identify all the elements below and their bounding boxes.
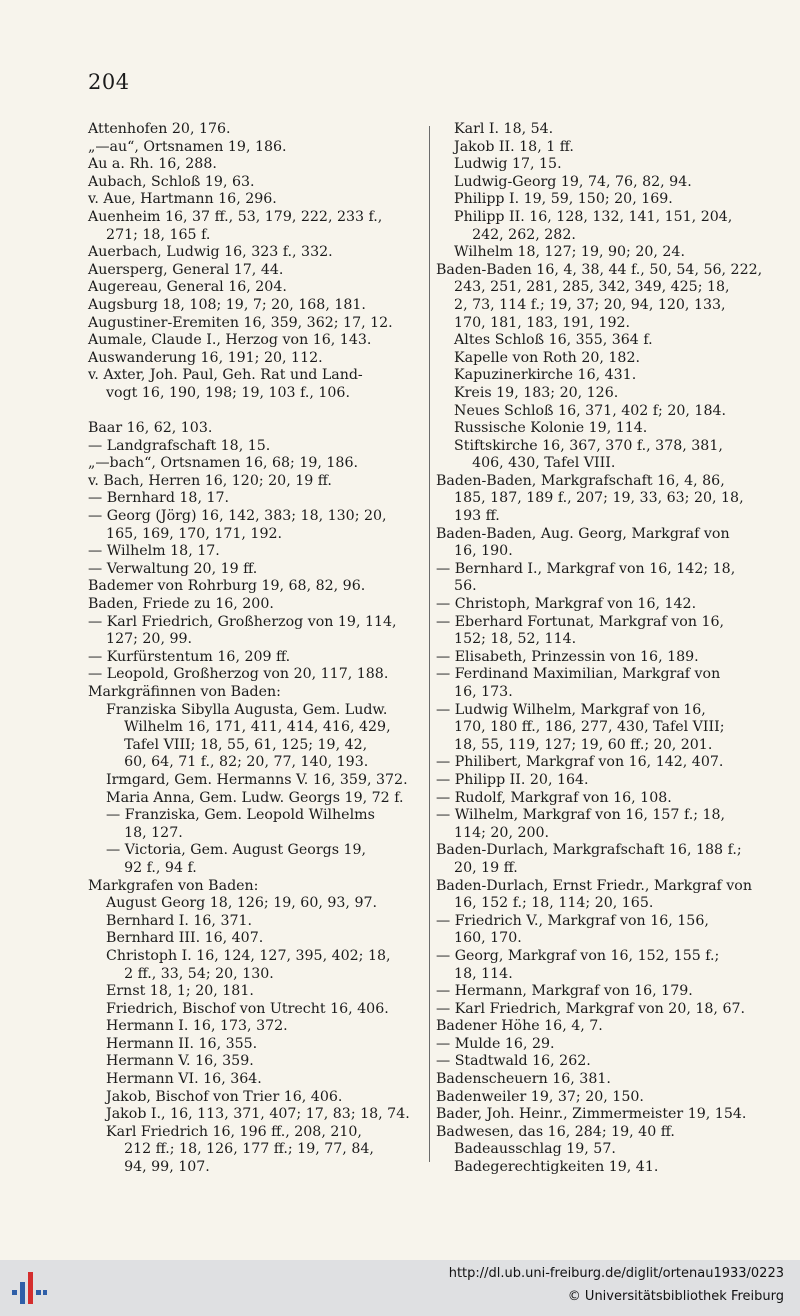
index-entry: Jakob, Bischof von Trier 16, 406. [88, 1088, 343, 1105]
index-entry: — Eberhard Fortunat, Markgraf von 16, [436, 613, 725, 630]
page-number: 204 [88, 70, 130, 94]
index-entry: — Friedrich V., Markgraf von 16, 156, [436, 912, 709, 929]
index-entry: Auenheim 16, 37 ff., 53, 179, 222, 233 f., [88, 208, 383, 225]
index-entry: Au a. Rh. 16, 288. [88, 156, 217, 173]
index-entry: Baden, Friede zu 16, 200. [88, 596, 274, 613]
index-entry: — Landgrafschaft 18, 15. [88, 437, 271, 454]
index-entry: v. Bach, Herren 16, 120; 20, 19 ff. [88, 472, 332, 489]
source-url-link[interactable]: http://dl.ub.uni-freiburg.de/diglit/ortenau1933/0223 [448, 1266, 784, 1281]
index-entry: — Bernhard I., Markgraf von 16, 142; 18, [436, 560, 736, 577]
index-entry: — Bernhard 18, 17. [88, 490, 230, 507]
index-entry: Markgräfinnen von Baden: [88, 684, 281, 700]
index-entry: Baar 16, 62, 103. [88, 420, 213, 437]
index-entry: 94, 99, 107. [88, 1159, 210, 1176]
index-entry: Neues Schloß 16, 371, 402 f; 20, 184. [436, 402, 727, 419]
index-entry: — Verwaltung 20, 19 ff. [88, 560, 258, 577]
index-entry: v. Axter, Joh. Paul, Geh. Rat und Land- [88, 367, 363, 384]
index-entry: — Hermann, Markgraf von 16, 179. [436, 983, 693, 1000]
index-entry: — Kurfürstentum 16, 209 ff. [88, 648, 291, 665]
index-entry: Karl I. 18, 54. [436, 121, 554, 137]
index-entry: Tafel VIII; 18, 55, 61, 125; 19, 42, [88, 736, 368, 753]
index-entry: Karl Friedrich 16, 196 ff., 208, 210, [88, 1123, 362, 1140]
index-entry: 212 ff.; 18, 126, 177 ff.; 19, 77, 84, [88, 1141, 374, 1158]
index-entry: 185, 187, 189 f., 207; 19, 33, 63; 20, 18, [436, 490, 744, 507]
index-entry: Kreis 19, 183; 20, 126. [436, 384, 619, 401]
index-entry: Wilhelm 16, 171, 411, 414, 416, 429, [88, 719, 391, 736]
index-entry: Auerbach, Ludwig 16, 323 f., 332. [88, 244, 333, 261]
index-entry: 242, 262, 282. [436, 226, 576, 243]
index-entry: Ludwig-Georg 19, 74, 76, 82, 94. [436, 173, 692, 190]
index-entry: Baden-Baden, Markgrafschaft 16, 4, 86, [436, 472, 725, 489]
copyright-notice: © Universitätsbibliothek Freiburg [567, 1289, 784, 1304]
index-column-left [88, 121, 426, 1177]
index-entry: vogt 16, 190, 198; 19, 103 f., 106. [88, 384, 350, 401]
index-entry: Badenscheuern 16, 381. [436, 1071, 611, 1088]
index-entry: Badegerechtigkeiten 19, 41. [436, 1159, 659, 1176]
index-entry: Philipp I. 19, 59, 150; 20, 169. [436, 191, 673, 208]
index-entry: — Stadtwald 16, 262. [436, 1053, 591, 1070]
index-entry [88, 403, 426, 421]
index-entry: Bademer von Rohrburg 19, 68, 82, 96. [88, 578, 366, 595]
index-entry: — Elisabeth, Prinzessin von 16, 189. [436, 648, 699, 665]
index-entry: Maria Anna, Gem. Ludw. Georgs 19, 72 f. [88, 789, 404, 806]
index-entry: Bader, Joh. Heinr., Zimmermeister 19, 154. [436, 1106, 747, 1123]
index-entry: — Karl Friedrich, Großherzog von 19, 114, [88, 613, 397, 630]
index-entry: 16, 152 f.; 18, 114; 20, 165. [436, 895, 654, 912]
column-divider [429, 126, 430, 1162]
index-entry: 60, 64, 71 f., 82; 20, 77, 140, 193. [88, 754, 369, 771]
index-entry: Stiftskirche 16, 367, 370 f., 378, 381, [436, 437, 723, 454]
index-entry: 18, 114. [436, 965, 513, 982]
index-entry: 114; 20, 200. [436, 824, 550, 841]
library-logo-icon [12, 1268, 48, 1308]
index-entry: „—bach“, Ortsnamen 16, 68; 19, 186. [88, 455, 358, 472]
index-entry: „—au“, Ortsnamen 19, 186. [88, 138, 287, 155]
index-entry: 160, 170. [436, 930, 522, 947]
index-entry: Baden-Baden 16, 4, 38, 44 f., 50, 54, 56, 222, [436, 261, 763, 278]
index-entry: 170, 181, 183, 191, 192. [436, 314, 631, 331]
index-entry: — Victoria, Gem. August Georgs 19, [88, 842, 367, 859]
index-column-right [436, 121, 796, 1177]
index-entry: v. Aue, Hartmann 16, 296. [88, 191, 277, 208]
index-entry: — Philibert, Markgraf von 16, 142, 407. [436, 754, 724, 771]
index-entry: Franziska Sibylla Augusta, Gem. Ludw. [88, 701, 388, 718]
index-entry: Kapuzinerkirche 16, 431. [436, 367, 637, 384]
index-entry: Friedrich, Bischof von Utrecht 16, 406. [88, 1000, 389, 1017]
index-entry: Auersperg, General 17, 44. [88, 261, 284, 278]
index-entry: 18, 55, 119, 127; 19, 60 ff.; 20, 201. [436, 736, 713, 753]
index-entry: Russische Kolonie 19, 114. [436, 420, 648, 437]
index-entry: Hermann VI. 16, 364. [88, 1071, 262, 1088]
index-entry: 2, 73, 114 f.; 19, 37; 20, 94, 120, 133, [436, 296, 726, 313]
index-entry: Badener Höhe 16, 4, 7. [436, 1018, 603, 1035]
index-entry: Baden-Baden, Aug. Georg, Markgraf von [436, 525, 730, 542]
index-entry: Baden-Durlach, Ernst Friedr., Markgraf von [436, 877, 752, 894]
index-entry: 243, 251, 281, 285, 342, 349, 425; 18, [436, 279, 730, 296]
index-entry: Jakob I., 16, 113, 371, 407; 17, 83; 18, 74. [88, 1106, 410, 1123]
index-entry: 127; 20, 99. [88, 631, 193, 648]
index-entry: 152; 18, 52, 114. [436, 631, 577, 648]
index-entry: — Philipp II. 20, 164. [436, 771, 589, 788]
index-entry: 16, 173. [436, 684, 513, 700]
index-entry: 271; 18, 165 f. [88, 226, 211, 243]
index-entry: 170, 180 ff., 186, 277, 430, Tafel VIII; [436, 719, 725, 736]
index-entry: August Georg 18, 126; 19, 60, 93, 97. [88, 895, 378, 912]
index-entry: — Georg (Jörg) 16, 142, 383; 18, 130; 20, [88, 508, 387, 525]
index-entry: 92 f., 94 f. [88, 859, 197, 876]
index-entry: 193 ff. [436, 508, 500, 525]
index-entry: Bernhard III. 16, 407. [88, 930, 264, 947]
index-entry: Kapelle von Roth 20, 182. [436, 349, 640, 366]
index-entry: Aumale, Claude I., Herzog von 16, 143. [88, 332, 372, 349]
index-entry: — Rudolf, Markgraf von 16, 108. [436, 789, 672, 806]
index-entry: Badeausschlag 19, 57. [436, 1141, 616, 1158]
index-entry: 406, 430, Tafel VIII. [436, 455, 616, 472]
index-entry: Markgrafen von Baden: [88, 877, 259, 894]
index-entry: 16, 190. [436, 543, 513, 560]
index-entry: — Leopold, Großherzog von 20, 117, 188. [88, 666, 389, 683]
index-entry: — Karl Friedrich, Markgraf von 20, 18, 67. [436, 1000, 746, 1017]
index-entry: Baden-Durlach, Markgrafschaft 16, 188 f.; [436, 842, 742, 859]
index-entry: Jakob II. 18, 1 ff. [436, 138, 574, 155]
index-entry: Irmgard, Gem. Hermanns V. 16, 359, 372. [88, 771, 408, 788]
index-entry: — Franziska, Gem. Leopold Wilhelms [88, 807, 375, 824]
index-entry: Bernhard I. 16, 371. [88, 912, 253, 929]
index-entry: Badenweiler 19, 37; 20, 150. [436, 1088, 644, 1105]
index-entry: Badwesen, das 16, 284; 19, 40 ff. [436, 1123, 675, 1140]
index-entry: — Ludwig Wilhelm, Markgraf von 16, [436, 701, 706, 718]
index-entry: 56. [436, 578, 477, 595]
index-entry: Philipp II. 16, 128, 132, 141, 151, 204, [436, 208, 733, 225]
index-entry: — Christoph, Markgraf von 16, 142. [436, 596, 697, 613]
index-entry: Hermann V. 16, 359. [88, 1053, 254, 1070]
index-entry: 165, 169, 170, 171, 192. [88, 525, 283, 542]
index-entry: Augereau, General 16, 204. [88, 279, 287, 296]
index-entry: — Mulde 16, 29. [436, 1035, 555, 1052]
index-entry: Hermann I. 16, 173, 372. [88, 1018, 288, 1035]
index-entry: — Georg, Markgraf von 16, 152, 155 f.; [436, 947, 720, 964]
index-entry: 20, 19 ff. [436, 859, 518, 876]
index-entry: Attenhofen 20, 176. [88, 121, 231, 137]
index-entry: Hermann II. 16, 355. [88, 1035, 258, 1052]
index-entry: Ludwig 17, 15. [436, 156, 562, 173]
index-entry: Aubach, Schloß 19, 63. [88, 173, 255, 190]
index-entry: Auswanderung 16, 191; 20, 112. [88, 349, 323, 366]
index-entry: Augustiner-Eremiten 16, 359, 362; 17, 12. [88, 314, 393, 331]
index-entry: Augsburg 18, 108; 19, 7; 20, 168, 181. [88, 296, 366, 313]
index-entry: Wilhelm 18, 127; 19, 90; 20, 24. [436, 244, 685, 261]
index-entry: — Ferdinand Maximilian, Markgraf von [436, 666, 721, 683]
index-entry: Altes Schloß 16, 355, 364 f. [436, 332, 653, 349]
index-entry: 2 ff., 33, 54; 20, 130. [88, 965, 274, 982]
index-entry: — Wilhelm, Markgraf von 16, 157 f.; 18, [436, 807, 726, 824]
index-entry: Ernst 18, 1; 20, 181. [88, 983, 254, 1000]
index-entry: — Wilhelm 18, 17. [88, 543, 220, 560]
index-entry: Christoph I. 16, 124, 127, 395, 402; 18, [88, 947, 391, 964]
index-entry: 18, 127. [88, 824, 183, 841]
